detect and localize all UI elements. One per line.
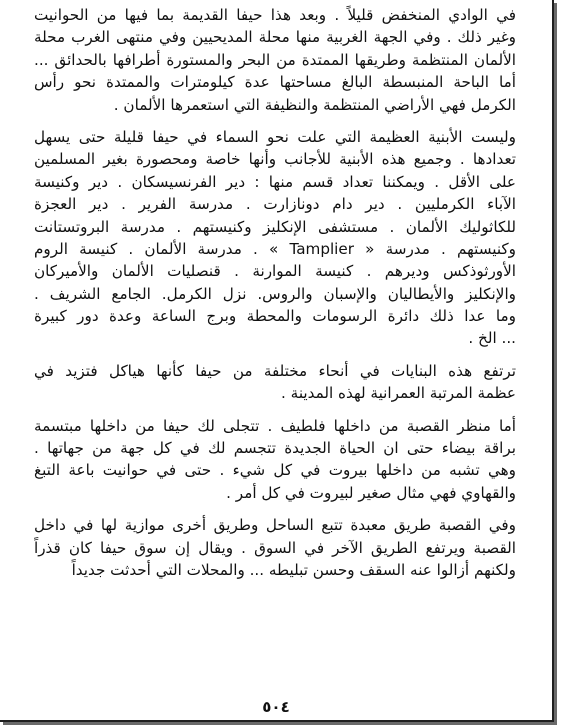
paragraph-gap [34, 116, 516, 126]
text-line: وليست الأبنية العظيمة التي علت نحو السماء في حيفا قليلة حتى يسهل [34, 127, 516, 146]
paragraph-gap [34, 405, 516, 415]
page-number: ٥٠٤ [262, 698, 290, 716]
paragraph [34, 126, 516, 350]
text-line: وهي تشبه من داخلها بيروت في كل شيء . حتى في حوانيت باعة التبغ [34, 461, 516, 480]
text-line: الآباء الكرمليين . دير دام دونازارت . مدرسة الفرير . دير العجزة [34, 195, 516, 214]
text-line: الكرمل فهي الأراضي المنتظمة والنظيفة التي استعمرها الألمان . [113, 95, 516, 114]
text-line: الأورثوذكس وديرهم . كنيسة الموارنة . قنصليات الألمان والأميركان [34, 262, 516, 281]
text-line: ولكنهم أزالوا عنه السقف وحسن تبليطه ... والمحلات التي أحدثت جديداً [71, 560, 516, 579]
text-line: للكاثوليك الألمان . مستشفى الإنكليز وكنيستهم . مدرسة البروتستانت [34, 217, 516, 236]
text-line: ... الخ . [468, 329, 516, 348]
text-line: على الأقل . ويمكننا تعداد قسم منها : دير الفرنسيسكان . دير وكنيسة [34, 172, 516, 191]
text-line: القصبة ويرتفع الطريق الآخر في السوق . ويقال إن سوق حيفا كان قذراً [34, 538, 516, 557]
text-line: أما الباحة المنبسطة البالغ مساحتها عدة كيلومترات والممتدة نحو رأس [34, 73, 516, 92]
text-line: وما عدا ذلك دائرة الرسومات والمحطة وبرج الساعة وعدة دور كبيرة [34, 307, 516, 326]
paragraph [34, 360, 516, 405]
text-line: في الوادي المنخفض قليلاً . وبعد هذا حيفا القديمة بما فيها من الحوانيت [34, 6, 516, 24]
text-line: ترتفع هذه البنايات في أنحاء مختلفة من حيفا كأنها هياكل فتزيد في [34, 361, 516, 380]
text-line: براقة بيضاء حتى ان الحياة الجديدة تتجسم لك في كل جهة من جهاتها . [34, 439, 516, 458]
text-line: وكنيستهم . مدرسة « Tamplier » . مدرسة الألمان . كنيسة الروم [34, 239, 516, 258]
body-text [34, 4, 516, 581]
paragraph [34, 514, 516, 581]
paragraph [34, 4, 516, 116]
text-line: تعدادها . وجميع هذه الأبنية للأجانب وأنها خاصة ومحصورة بغير المسلمين [34, 150, 516, 169]
text-line: وغير ذلك . وفي الجهة الغربية منها محلة المديحيين وفي منتهى الغرب محلة [34, 28, 516, 47]
text-line: عظمة المرتبة العمرانية لهذه المدينة . [281, 384, 516, 403]
text-line: والقهاوي فهي مثال صغير لبيروت في كل أمر . [226, 483, 516, 502]
text-line: أما منظر القصبة من داخلها فلطيف . تتجلى لك حيفا من داخلها مبتسمة [34, 416, 516, 435]
paragraph-gap [34, 504, 516, 514]
text-line: الألمان المنتظمة وطريقها الممتدة من البحر والمستورة أطرافها بالحدائق ... [34, 50, 516, 69]
text-line: والإنكليز والأيطاليان والإسبان والروس. نزل الكرمل. الجامع الشريف . [34, 284, 516, 303]
paragraph [34, 415, 516, 505]
paragraph-gap [34, 350, 516, 360]
text-line: وفي القصبة طريق معبدة تتبع الساحل وطريق أخرى موازية لها في داخل [34, 516, 516, 535]
